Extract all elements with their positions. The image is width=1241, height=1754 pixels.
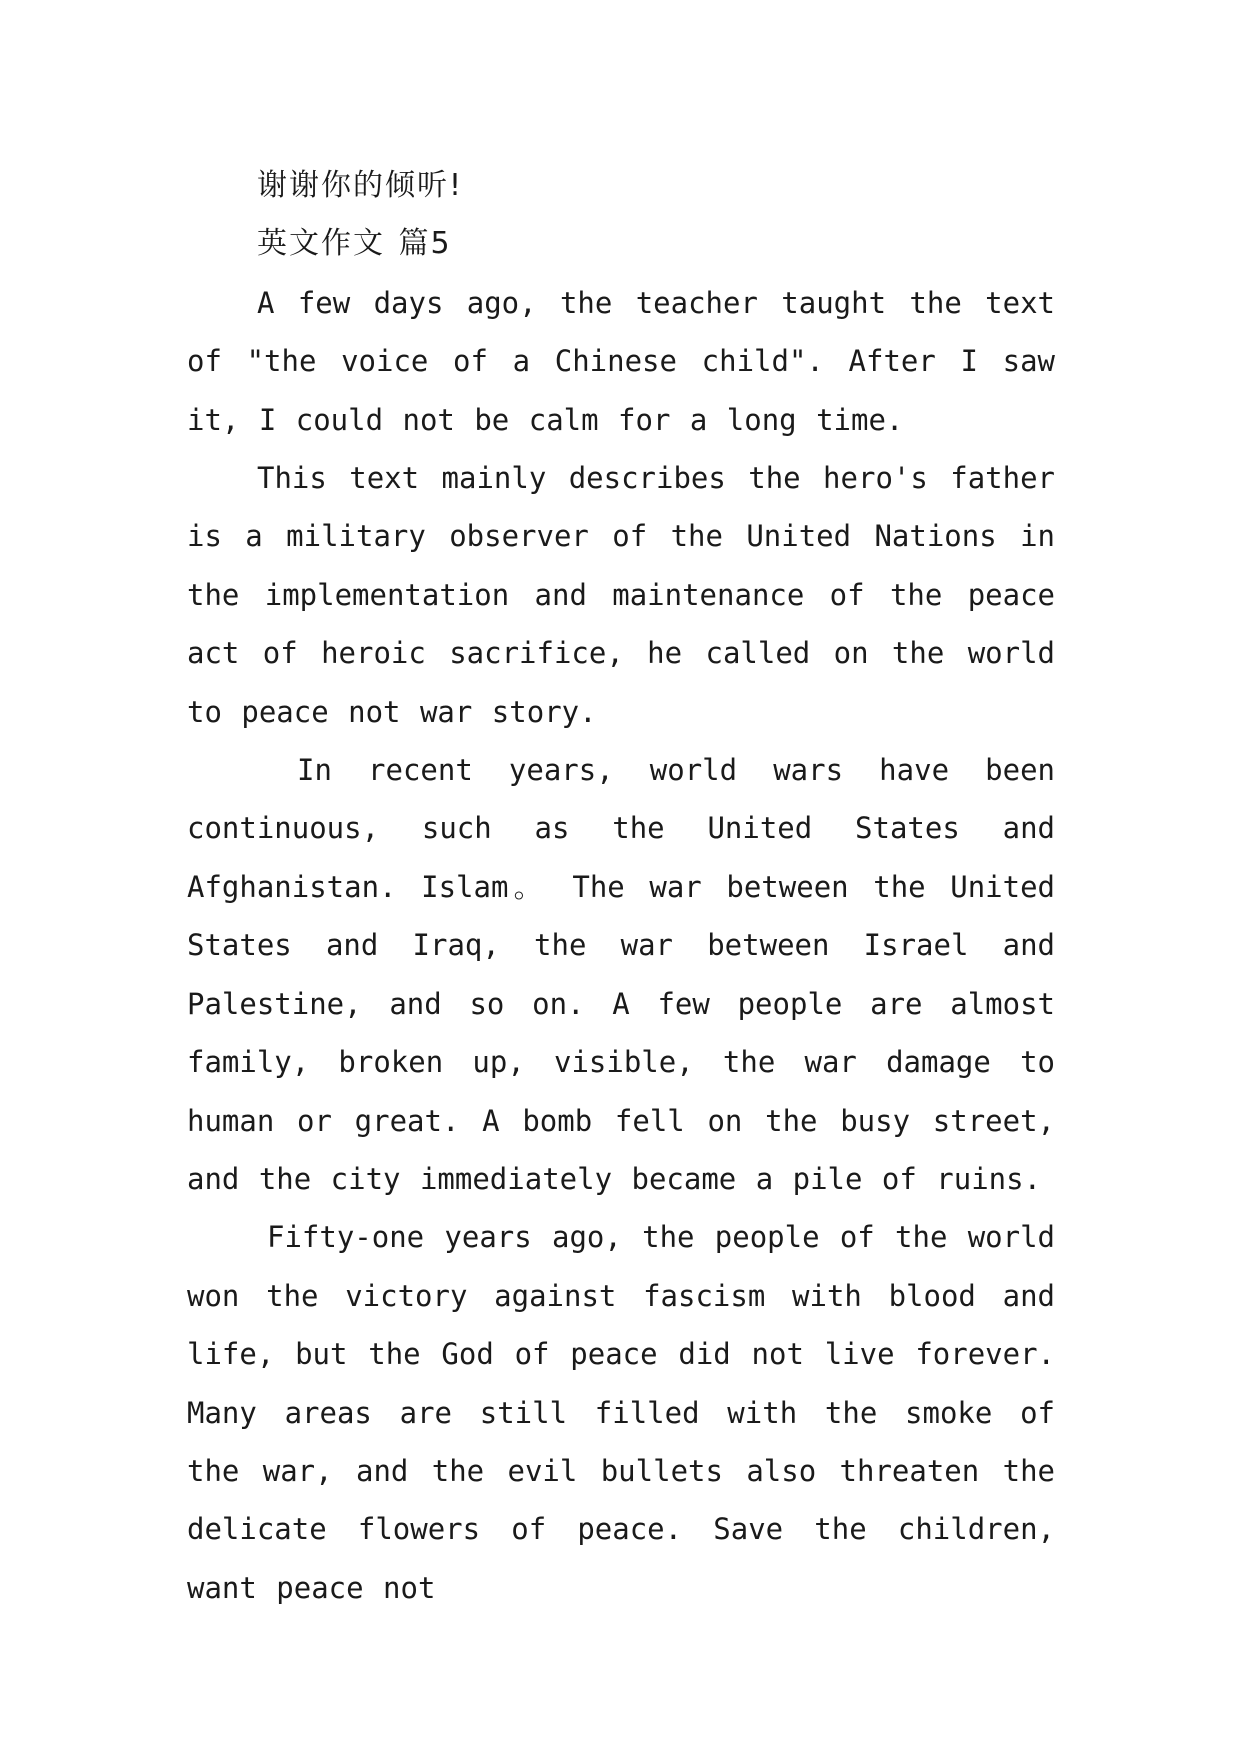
paragraph-4: Fifty-one years ago, the people of the world won the victory against fascism with blood and life, but the God of peace did not live forever. Many areas are still filled with the smoke of the war, and the evil bullets also threaten the delicate flowers of peace. Save the children, want peace not <box>187 1220 1055 1605</box>
paragraph-1: A few days ago, the teacher taught the text of "the voice of a Chinese child". After I saw it, I could not be calm for a long time. <box>187 285 1055 437</box>
closing-line: 谢谢你的倾听! <box>257 168 464 203</box>
paragraph-2: This text mainly describes the hero's father is a military observer of the United Nations in the implementation and maintenance of the peace act of heroic sacrifice, he called on the world to peace not war story. <box>187 461 1055 729</box>
section-heading: 英文作文 篇5 <box>257 226 452 262</box>
paragraph-3: In recent years, world wars have been continuous, such as the United States and Afghanistan. Islam。 The war between the United States and Iraq, the war between Israel and Palestine, and so on. A few people are almost family, broken up, visible, the war damage to human or great. A bomb fell on the busy street, and the city immediately became a pile of ruins. <box>187 753 1055 1196</box>
document-body <box>187 157 1055 1617</box>
